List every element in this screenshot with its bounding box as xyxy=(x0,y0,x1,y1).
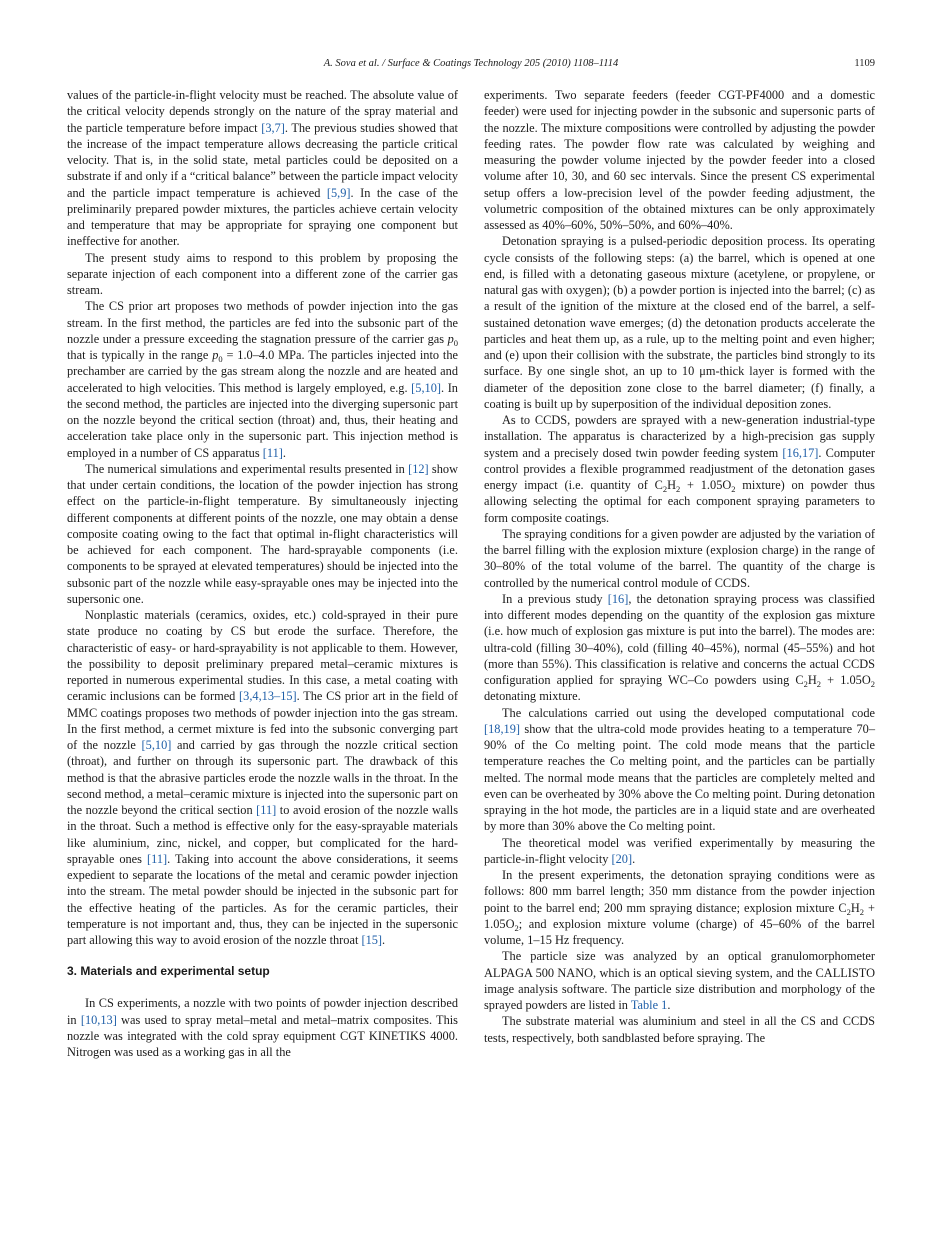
paragraph: experiments. Two separate feeders (feeder CGT-PF4000 and a domestic feeder) were used for injecting powder in the subsonic and supersonic parts of the nozzle. The mixture compositions were controlled by adjusting the powder feeding rates. The powder flow rate was calculated by weighing and measuring the powder volume injected by the powder feeder into a closed volume after 10, 30, and 60 sec intervals. Since the present CS experimental setup offers a low-precision level of the powder feeding adjustment, the volumetric composition of the obtained mixtures can be only approximately assessed as 40%–60%, 50%–50%, and 60%–40%. xyxy=(484,88,875,232)
citation-link[interactable]: [15] xyxy=(361,933,383,947)
section-heading: 3. Materials and experimental setup xyxy=(67,964,270,979)
paragraph: As to CCDS, powders are sprayed with a new-generation industrial-type installation. The apparatus is characterized by a high-precision gas supply system and a precisely dosed twin powder feeding system [16,17]. Computer control provides a flexible programmed readjustment of the detonation gases energy impact (i.e. quantity of $C_2H_2 + 1.05O_2$ mixture) on powder thus allowing selecting the optimal for each component spraying parameters to form composite coatings. xyxy=(484,413,875,525)
citation-link[interactable]: [5,9] xyxy=(326,185,351,200)
citation-link[interactable]: [11] xyxy=(147,851,168,866)
paragraph: In the present experiments, the detonation spraying conditions were as follows: 800 mm barrel length; 350 mm distance from the powder injection point to the barrel end; 200 mm spraying distance; explosion mixture $C_2H_2 + 1.05O_2$; and explosion mixture volume (charge) of 45–60% of the barrel volume, 1–15 Hz frequency. xyxy=(484,868,875,947)
paragraph: The substrate material was aluminium and steel in all the CS and CCDS tests, respectively, both sandblasted before spraying. The xyxy=(484,1014,875,1045)
paragraph: The spraying conditions for a given powder are adjusted by the variation of the barrel filling with the explosion mixture (explosion charge) in the range of 30–80% of the total volume of the barrel. The quantity of the charge is controlled by the numerical control module of CCDS. xyxy=(484,526,875,590)
paragraph: Detonation spraying is a pulsed-periodic deposition process. Its operating cycle consists of the following steps: (a) the barrel, which is opened at one end, is filled with a detonating gaseous mixture (acetylene, or propylene, or natural gas with oxygen); (b) a powder portion is injected into the barrel; (c) as a result of the ignition of the mixture at the closed end of the barrel, a self-sustained detonation wave emerges; (d) the detonation products accelerate the particles and heat them up, as a rule, up to the melting point and even higher; and (e) upon their collision with the substrate, the particles bind strongly to its surface. By one single shot, an up to 10 μm-thick layer is formed with the diameter of the deposition zone close to the barrel diameter; (f) finally, a coating is built up by superposition of the individual deposition zones. xyxy=(484,234,875,411)
running-header xyxy=(67,58,875,72)
citation-link[interactable]: [3,4,13–15] xyxy=(239,689,297,704)
citation-link[interactable]: [16,17] xyxy=(782,445,819,460)
paragraph: In a previous study [16], the detonation spraying process was classified into different modes depending on the quantity of the explosion gas mixture (i.e. how much of explosion gas mixture is put into the barrel). The modes are: ultra-cold (filling 30–40%), cold (filling 40–45%), normal (45–55%) and hot (more than 55%). This classification is relative and concerns the actual CCDS configuration applied for spraying WC–Co powders using $C_2H_2 + 1.05O_2$ detonating mixture. xyxy=(484,591,875,704)
paragraph: The theoretical model was verified experimentally by measuring the particle-in-flight velocity [20]. xyxy=(484,835,875,866)
citation-link[interactable]: [16] xyxy=(607,591,629,606)
paragraph: The CS prior art proposes two methods of powder injection into the gas stream. In the first method, the particles are fed into the subsonic part of the nozzle under a pressure exceeding the stagnation pressure of the carrier gas $p_0$ that is typically in the range $p_0 = 1.0-4.0$ MPa. The particles injected into the prechamber are carried by the gas stream along the nozzle and are heated and accelerated to high velocities. This method is largely employed, e.g. [5,10]. In the second method, the particles are injected into the diverging supersonic part on the nozzle beyond the critical section (throat) and, thus, their heating and acceleration take place only in the supersonic part. This injection method is employed in a number of CS apparatus [11]. xyxy=(67,299,459,460)
paragraph: The calculations carried out using the developed computational code [18,19] show that the ultra-cold mode provides heating to a temperature 70–90% of the Co melting point. The cold mode means that the particle temperature reaches the Co melting point, and the particles can be partially melted. The normal mode means that the particles are completely melted and even can be overheated by 30% above the Co melting point. During detonation spraying in the hot mode, the particles are in a liquid state and are overheated by more than 30% above the Co melting point. xyxy=(484,705,875,834)
table-link[interactable]: Table 1 xyxy=(630,998,668,1012)
citation-link[interactable]: [11] xyxy=(256,803,277,817)
citation-link[interactable]: [18,19] xyxy=(484,721,520,736)
paragraph: The numerical simulations and experimental results presented in [12] show that under certain conditions, the location of the powder injection has strong effect on the particle-in-flight temperature. By simultaneously injecting different components at different points of the nozzle, one may obtain a dense composite coating owing to the fact that optimal in-flight characteristics will be achieved for each component. The hard-sprayable components (i.e. components to be sprayed at elevated temperatures) should be injected into the subsonic part of the nozzle while easy-sprayable ones may be injected into the supersonic one. xyxy=(67,461,458,606)
citation-link[interactable]: [3,7] xyxy=(261,120,285,135)
citation-link[interactable]: [5,10] xyxy=(141,738,172,752)
citation-link[interactable]: [20] xyxy=(611,851,633,866)
paragraph: The particle size was analyzed by an optical granulomorphometer ALPAGA 500 NANO, which is an optical sieving system, and the CALLISTO image analysis software. The particle size distribution and morphology of the sprayed powders are listed in Table 1. xyxy=(484,949,875,1012)
paragraph: values of the particle-in-flight velocity must be reached. The absolute value of the critical velocity depends strongly on the nature of the spray material and the particle temperature before impact [3,7]. The previous studies showed that the increase of the impact temperature allows decreasing the particle critical velocity. That is, in the solid state, metal particles could be deposited on a substrate if and only if a “critical balance” between the particle impact velocity and the particle impact temperature is achieved [5,9]. In the case of the preliminarily prepared powder mixtures, the particles achieve certain velocity and temperature that may be appropriate for spraying one component but ineffective for another. xyxy=(67,88,458,249)
citation-link[interactable]: [10,13] xyxy=(80,1012,117,1027)
citation-link[interactable]: [11] xyxy=(262,445,283,460)
running-title: A. Sova et al. / Surface & Coatings Technology 205 (2010) 1108–1114 xyxy=(323,58,619,69)
paragraph: In CS experiments, a nozzle with two points of powder injection described in [10,13] was used to spray metal–metal and metal–matrix composites. This nozzle was integrated with the cold spray equipment CGT KINETIKS 4000. Nitrogen was used as a working gas in all the xyxy=(67,996,458,1059)
paragraph: The present study aims to respond to this problem by proposing the separate injection of each component into a different zone of the carrier gas stream. xyxy=(67,250,458,297)
left-column xyxy=(67,87,458,1060)
citation-link[interactable]: [12] xyxy=(408,461,429,476)
page-number: 1109 xyxy=(854,58,875,69)
citation-link[interactable]: [5,10] xyxy=(411,380,441,395)
right-column xyxy=(484,87,875,1046)
paragraph: Nonplastic materials (ceramics, oxides, etc.) cold-sprayed in their pure state produce no coating by CS but erode the surface. Therefore, the characteristic of easy- or hard-sprayability is not applicable to them. However, the possibility to deposit preliminary prepared metal–ceramic mixtures is reported in numerous experimental studies. In this case, a metal coating with ceramic inclusions can be formed [3,4,13–15]. The CS prior art in the field of MMC coatings proposes two methods of powder injection into the gas stream. In the first method, a cermet mixture is fed into the subsonic converging part of the nozzle [5,10] and carried by gas through the nozzle critical section (throat), and further on through its supersonic part. The drawback of this method is that the abrasive particles erode the nozzle walls in the throat. In the second method, a metal–ceramic mixture is injected into the supersonic part on the nozzle beyond the critical section [11] to avoid erosion of the nozzle walls in the throat. Such a method is effective only for the easy-sprayable materials like aluminium, zinc, nickel, and copper, but complicated for the hard-sprayable ones [11]. Taking into account the above considerations, it seems expedient to separate the locations of the metal and ceramic powder injection into the stream. The metal powder should be injected in the subsonic part for the effective heating of the particles. As for the ceramic particles, their temperature is not important and, thus, they can be injected in the supersonic part allowing this way to avoid erosion of the nozzle throat [15]. xyxy=(67,608,459,947)
